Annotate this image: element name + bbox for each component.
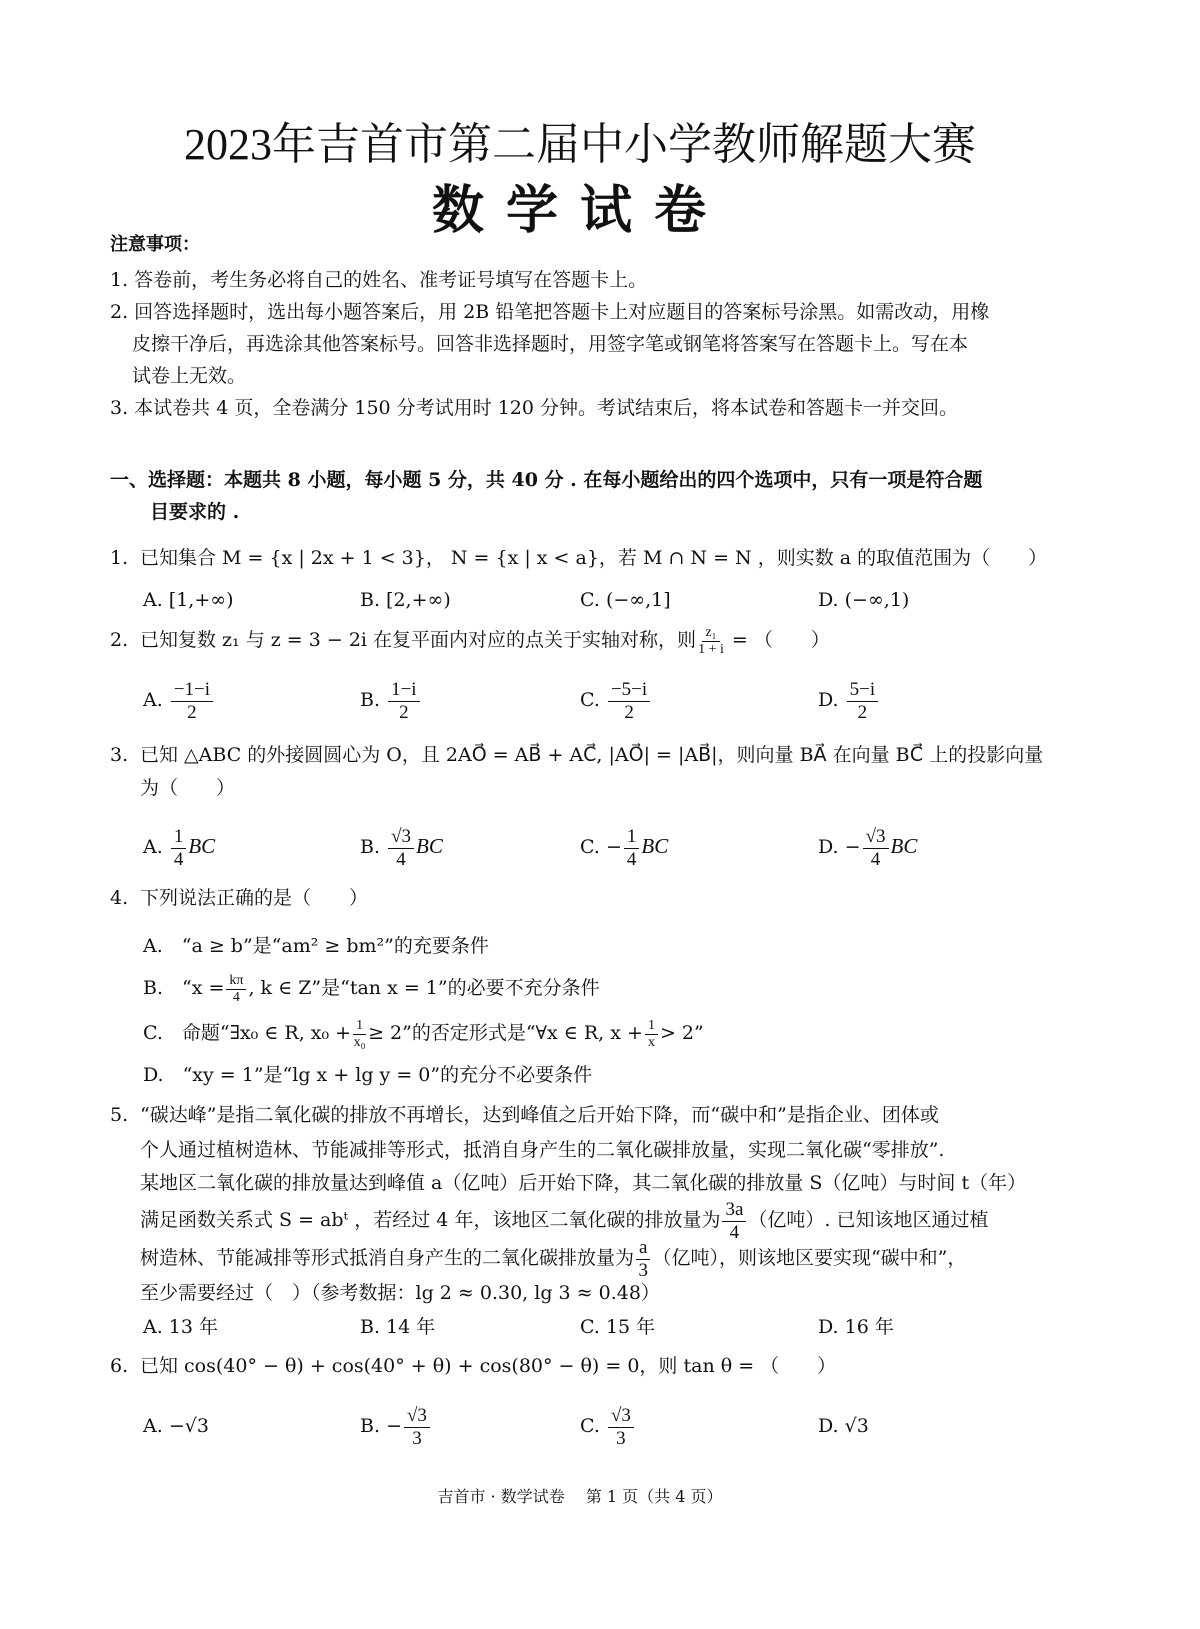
- option-c: [580, 1402, 636, 1450]
- vector: BC⃗: [416, 834, 460, 858]
- text: C. 命题“∃x₀ ∈ R, x₀ +: [143, 1022, 352, 1044]
- option-d: D. “xy = 1”是“lg x + lg y = 0”的充分不必要条件: [143, 1064, 593, 1086]
- fraction: [698, 625, 724, 658]
- numerator: −5−i: [608, 679, 650, 702]
- question-text: [140, 620, 830, 660]
- fraction: [645, 1018, 658, 1051]
- numerator: 5−i: [847, 679, 879, 702]
- denominator: 4: [626, 848, 637, 870]
- fraction: [171, 826, 187, 871]
- label: B.: [360, 1415, 381, 1437]
- question-number: 6.: [110, 1355, 129, 1377]
- numerator: √3: [608, 1405, 634, 1428]
- section-heading-cont: 目要求的 .: [150, 501, 240, 523]
- exam-subtitle: 数学试卷: [431, 180, 728, 241]
- text: 满足函数关系式 S = abᵗ ，若经过 4 年，该地区二氧化碳的排放量为: [140, 1209, 721, 1231]
- fraction: [608, 1405, 634, 1450]
- option-b: [360, 676, 422, 724]
- option-c: [580, 822, 685, 871]
- fraction: [388, 826, 414, 871]
- denominator: 2: [857, 701, 868, 723]
- option-c: C. 15 年: [580, 1316, 656, 1338]
- question-text: 某地区二氧化碳的排放量达到峰值 a（亿吨）后开始下降，其二氧化碳的排放量 S（亿吨）与时间 t（年）: [140, 1172, 1027, 1194]
- fraction: [847, 679, 879, 724]
- question-text: 至少需要经过（ ）（参考数据：lg 2 ≈ 0.30, lg 3 ≈ 0.48）: [140, 1282, 660, 1304]
- denominator: 2: [624, 701, 634, 723]
- question-number: 1.: [110, 547, 129, 569]
- fraction: [404, 1405, 430, 1450]
- question-text: “碳达峰”是指二氧化碳的排放不再增长，达到峰值之后开始下降，而“碳中和”是指企业、团体或: [140, 1104, 939, 1126]
- text: 树造林、节能减排等形式抵消自身产生的二氧化碳排放量为: [140, 1247, 635, 1269]
- numerator: √3: [863, 826, 889, 849]
- page-footer: 吉首市 · 数学试卷 第 1 页（共 4 页）: [437, 1487, 723, 1506]
- question-number: 4.: [110, 887, 129, 909]
- question-number: 5.: [110, 1104, 129, 1126]
- option-b: B. [2,+∞): [360, 589, 451, 611]
- fraction: [353, 1018, 366, 1051]
- numerator: 1−i: [388, 679, 420, 702]
- option-c: [580, 676, 652, 724]
- numerator: kπ: [226, 973, 246, 990]
- denominator: x: [647, 1034, 655, 1050]
- option-b: [360, 822, 459, 871]
- text: B. “x =: [143, 977, 225, 999]
- numerator: a: [636, 1237, 650, 1260]
- label: B.: [360, 836, 381, 858]
- fraction: [608, 679, 650, 724]
- denominator: 3: [616, 1427, 626, 1449]
- denominator: 4: [232, 989, 240, 1005]
- option-a: A. “a ≥ b”是“am² ≥ bm²”的充要条件: [143, 935, 489, 957]
- denominator: 1 + i: [698, 641, 724, 657]
- label: A.: [143, 1415, 163, 1437]
- question-text: [140, 1234, 966, 1282]
- notice-item: 3. 本试卷共 4 页，全卷满分 150 分考试用时 120 分钟。考试结束后，将本试卷和答题卡一并交回。: [110, 397, 959, 419]
- numerator: 1: [353, 1018, 366, 1035]
- denominator: 2: [399, 701, 409, 723]
- fraction: [171, 679, 213, 724]
- denominator: 4: [396, 848, 406, 870]
- label: D.: [818, 689, 839, 711]
- fraction: [863, 826, 889, 871]
- numerator: √3: [404, 1405, 430, 1428]
- numerator: z₁: [702, 625, 719, 642]
- numerator: 1: [624, 826, 640, 849]
- option-b: [360, 1402, 432, 1450]
- text: > 2”: [659, 1022, 704, 1044]
- denominator: 4: [870, 848, 881, 870]
- text: = （ ）: [725, 629, 830, 651]
- vector: BC⃗: [641, 834, 685, 858]
- sign: −: [386, 1415, 402, 1437]
- question-number: 2.: [110, 629, 129, 651]
- vector: BC⃗: [188, 834, 232, 858]
- option-d: [818, 676, 880, 724]
- denominator: 4: [729, 1221, 740, 1243]
- option-a: A. 13 年: [143, 1316, 219, 1338]
- option-a: [143, 676, 215, 724]
- option-d: [818, 1402, 869, 1450]
- option-d: [818, 822, 934, 871]
- question-text: 下列说法正确的是（ ）: [140, 887, 369, 909]
- fraction: [636, 1237, 650, 1282]
- notice-item: 试卷上无效。: [132, 365, 247, 387]
- denominator: 3: [638, 1259, 648, 1281]
- label: A.: [143, 689, 163, 711]
- option-b: B. 14 年: [360, 1316, 436, 1338]
- denominator: 3: [412, 1427, 422, 1449]
- denominator: 2: [187, 701, 197, 723]
- section-heading: 一、选择题：本题共 8 小题，每小题 5 分，共 40 分 . 在每小题给出的四个选项中，只有一项是符合题: [110, 469, 983, 491]
- notice-item: 1. 答卷前，考生务必将自己的姓名、准考证号填写在答题卡上。: [110, 269, 648, 291]
- label: A.: [143, 836, 163, 858]
- numerator: 3a: [722, 1199, 746, 1222]
- numerator: √3: [388, 826, 414, 849]
- notice-item: 皮擦干净后，再选涂其他答案标号。回答非选择题时，用签字笔或钢笔将答案写在答题卡上。写在本: [132, 333, 969, 355]
- fraction: [624, 826, 640, 871]
- denominator: x₀: [353, 1034, 366, 1050]
- question-text-cont: 为（ ）: [140, 777, 236, 799]
- numerator: 1: [645, 1018, 658, 1035]
- label: C.: [580, 689, 600, 711]
- numerator: 1: [171, 826, 187, 849]
- label: C.: [580, 1415, 600, 1437]
- question-text: 已知集合 M = {x | 2x + 1 < 3}， N = {x | x < a}，若 M ∩ N = N ，则实数 a 的取值范围为（ ）: [140, 547, 1048, 569]
- option-c: [143, 1011, 704, 1055]
- question-text: 已知 △ABC 的外接圆圆心为 O，且 2AO⃗ = AB⃗ + AC⃗, |AO⃗| = |AB⃗|，则向量 BA⃗ 在向量 BC⃗ 上的投影向量: [140, 744, 1044, 766]
- sign: −: [844, 836, 861, 858]
- question-number: 3.: [110, 744, 129, 766]
- sign: −: [605, 836, 622, 858]
- value: −√3: [168, 1415, 209, 1437]
- question-text: 个人通过植树造林、节能减排等形式，抵消自身产生的二氧化碳排放量，实现二氧化碳“零排放”.: [140, 1139, 945, 1161]
- vector: BC⃗: [890, 834, 934, 858]
- text: ≥ 2”的否定形式是“∀x ∈ R, x +: [368, 1022, 643, 1044]
- fraction: [226, 973, 246, 1006]
- value: √3: [844, 1415, 869, 1437]
- option-b: [143, 966, 600, 1010]
- option-a: [143, 1402, 209, 1450]
- label: C.: [580, 836, 600, 858]
- label: B.: [360, 689, 381, 711]
- notice-heading: 注意事项：: [110, 234, 200, 255]
- question-text: 已知 cos(40° − θ) + cos(40° + θ) + cos(80° − θ) = 0，则 tan θ = （ ）: [140, 1355, 837, 1377]
- numerator: −1−i: [171, 679, 213, 702]
- text: 已知复数 z₁ 与 z = 3 − 2i 在复平面内对应的点关于实轴对称，则: [140, 629, 697, 651]
- text: （亿吨）. 已知该地区通过植: [748, 1209, 989, 1231]
- contest-title: 2023年吉首市第二届中小学教师解题大赛: [184, 120, 976, 169]
- notice-item: 2. 回答选择题时，选出每小题答案后，用 2B 铅笔把答题卡上对应题目的答案标号涂黑。如需改动，用橡: [110, 301, 990, 323]
- option-c: C. (−∞,1]: [580, 589, 671, 611]
- option-a: A. [1,+∞): [143, 589, 234, 611]
- fraction: [388, 679, 420, 724]
- label: D.: [818, 1415, 839, 1437]
- label: D.: [818, 836, 839, 858]
- option-a: [143, 822, 231, 871]
- option-d: D. 16 年: [818, 1316, 894, 1338]
- denominator: 4: [173, 848, 184, 870]
- text: , k ∈ Z”是“tan x = 1”的必要不充分条件: [248, 977, 600, 999]
- option-d: D. (−∞,1): [818, 589, 910, 611]
- text: （亿吨），则该地区要实现“碳中和”，: [652, 1247, 967, 1269]
